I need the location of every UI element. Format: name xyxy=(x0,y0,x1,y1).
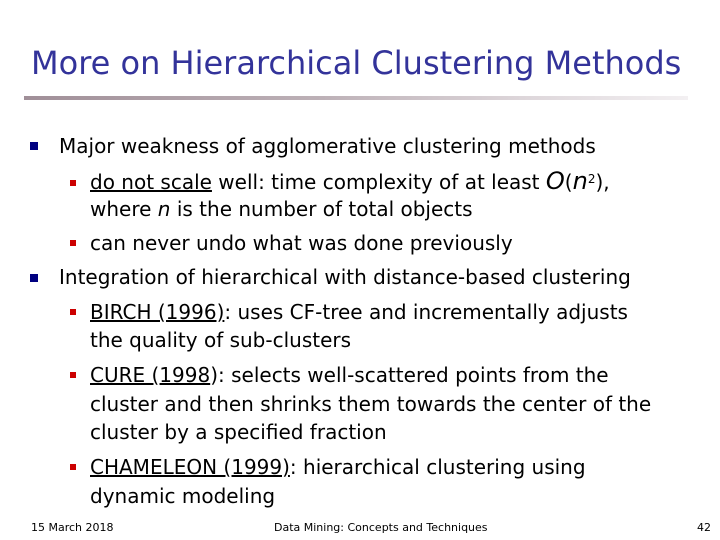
bullet-square-icon xyxy=(30,142,38,150)
footer-title: Data Mining: Concepts and Techniques xyxy=(274,521,488,534)
bullet-text: Integration of hierarchical with distance-based clustering xyxy=(59,265,631,289)
sub-bullet-square-icon xyxy=(70,309,76,315)
sub-bullet-text-continued: dynamic modeling xyxy=(90,484,276,508)
slide-title: More on Hierarchical Clustering Methods xyxy=(31,44,682,82)
sub-bullet-square-icon xyxy=(70,464,76,470)
sub-bullet-text: CURE (1998): selects well-scattered points from the xyxy=(90,363,609,387)
sub-bullet-text-continued: the quality of sub-clusters xyxy=(90,328,352,352)
sub-bullet-square-icon xyxy=(70,240,76,246)
sub-bullet-text-continued: cluster and then shrinks them towards the center of the xyxy=(90,392,652,416)
sub-bullet-text: can never undo what was done previously xyxy=(90,231,513,255)
sub-bullet-square-icon xyxy=(70,372,76,378)
sub-bullet-square-icon xyxy=(70,180,76,186)
sub-bullet-text: CHAMELEON (1999): hierarchical clustering using xyxy=(90,455,586,479)
bullet-square-icon xyxy=(30,274,38,282)
footer-page-number: 42 xyxy=(697,521,711,534)
footer-date: 15 March 2018 xyxy=(31,521,114,534)
sub-bullet-text: do not scale well: time complexity of at least $O(n^2)$, xyxy=(90,167,610,195)
title-divider xyxy=(24,96,688,100)
bullet-text: Major weakness of agglomerative clustering methods xyxy=(59,134,596,158)
sub-bullet-text: BIRCH (1996): uses CF-tree and incrementally adjusts xyxy=(90,300,628,324)
sub-bullet-text-continued: cluster by a specified fraction xyxy=(90,420,387,444)
sub-bullet-text-continued: where n is the number of total objects xyxy=(90,197,473,221)
